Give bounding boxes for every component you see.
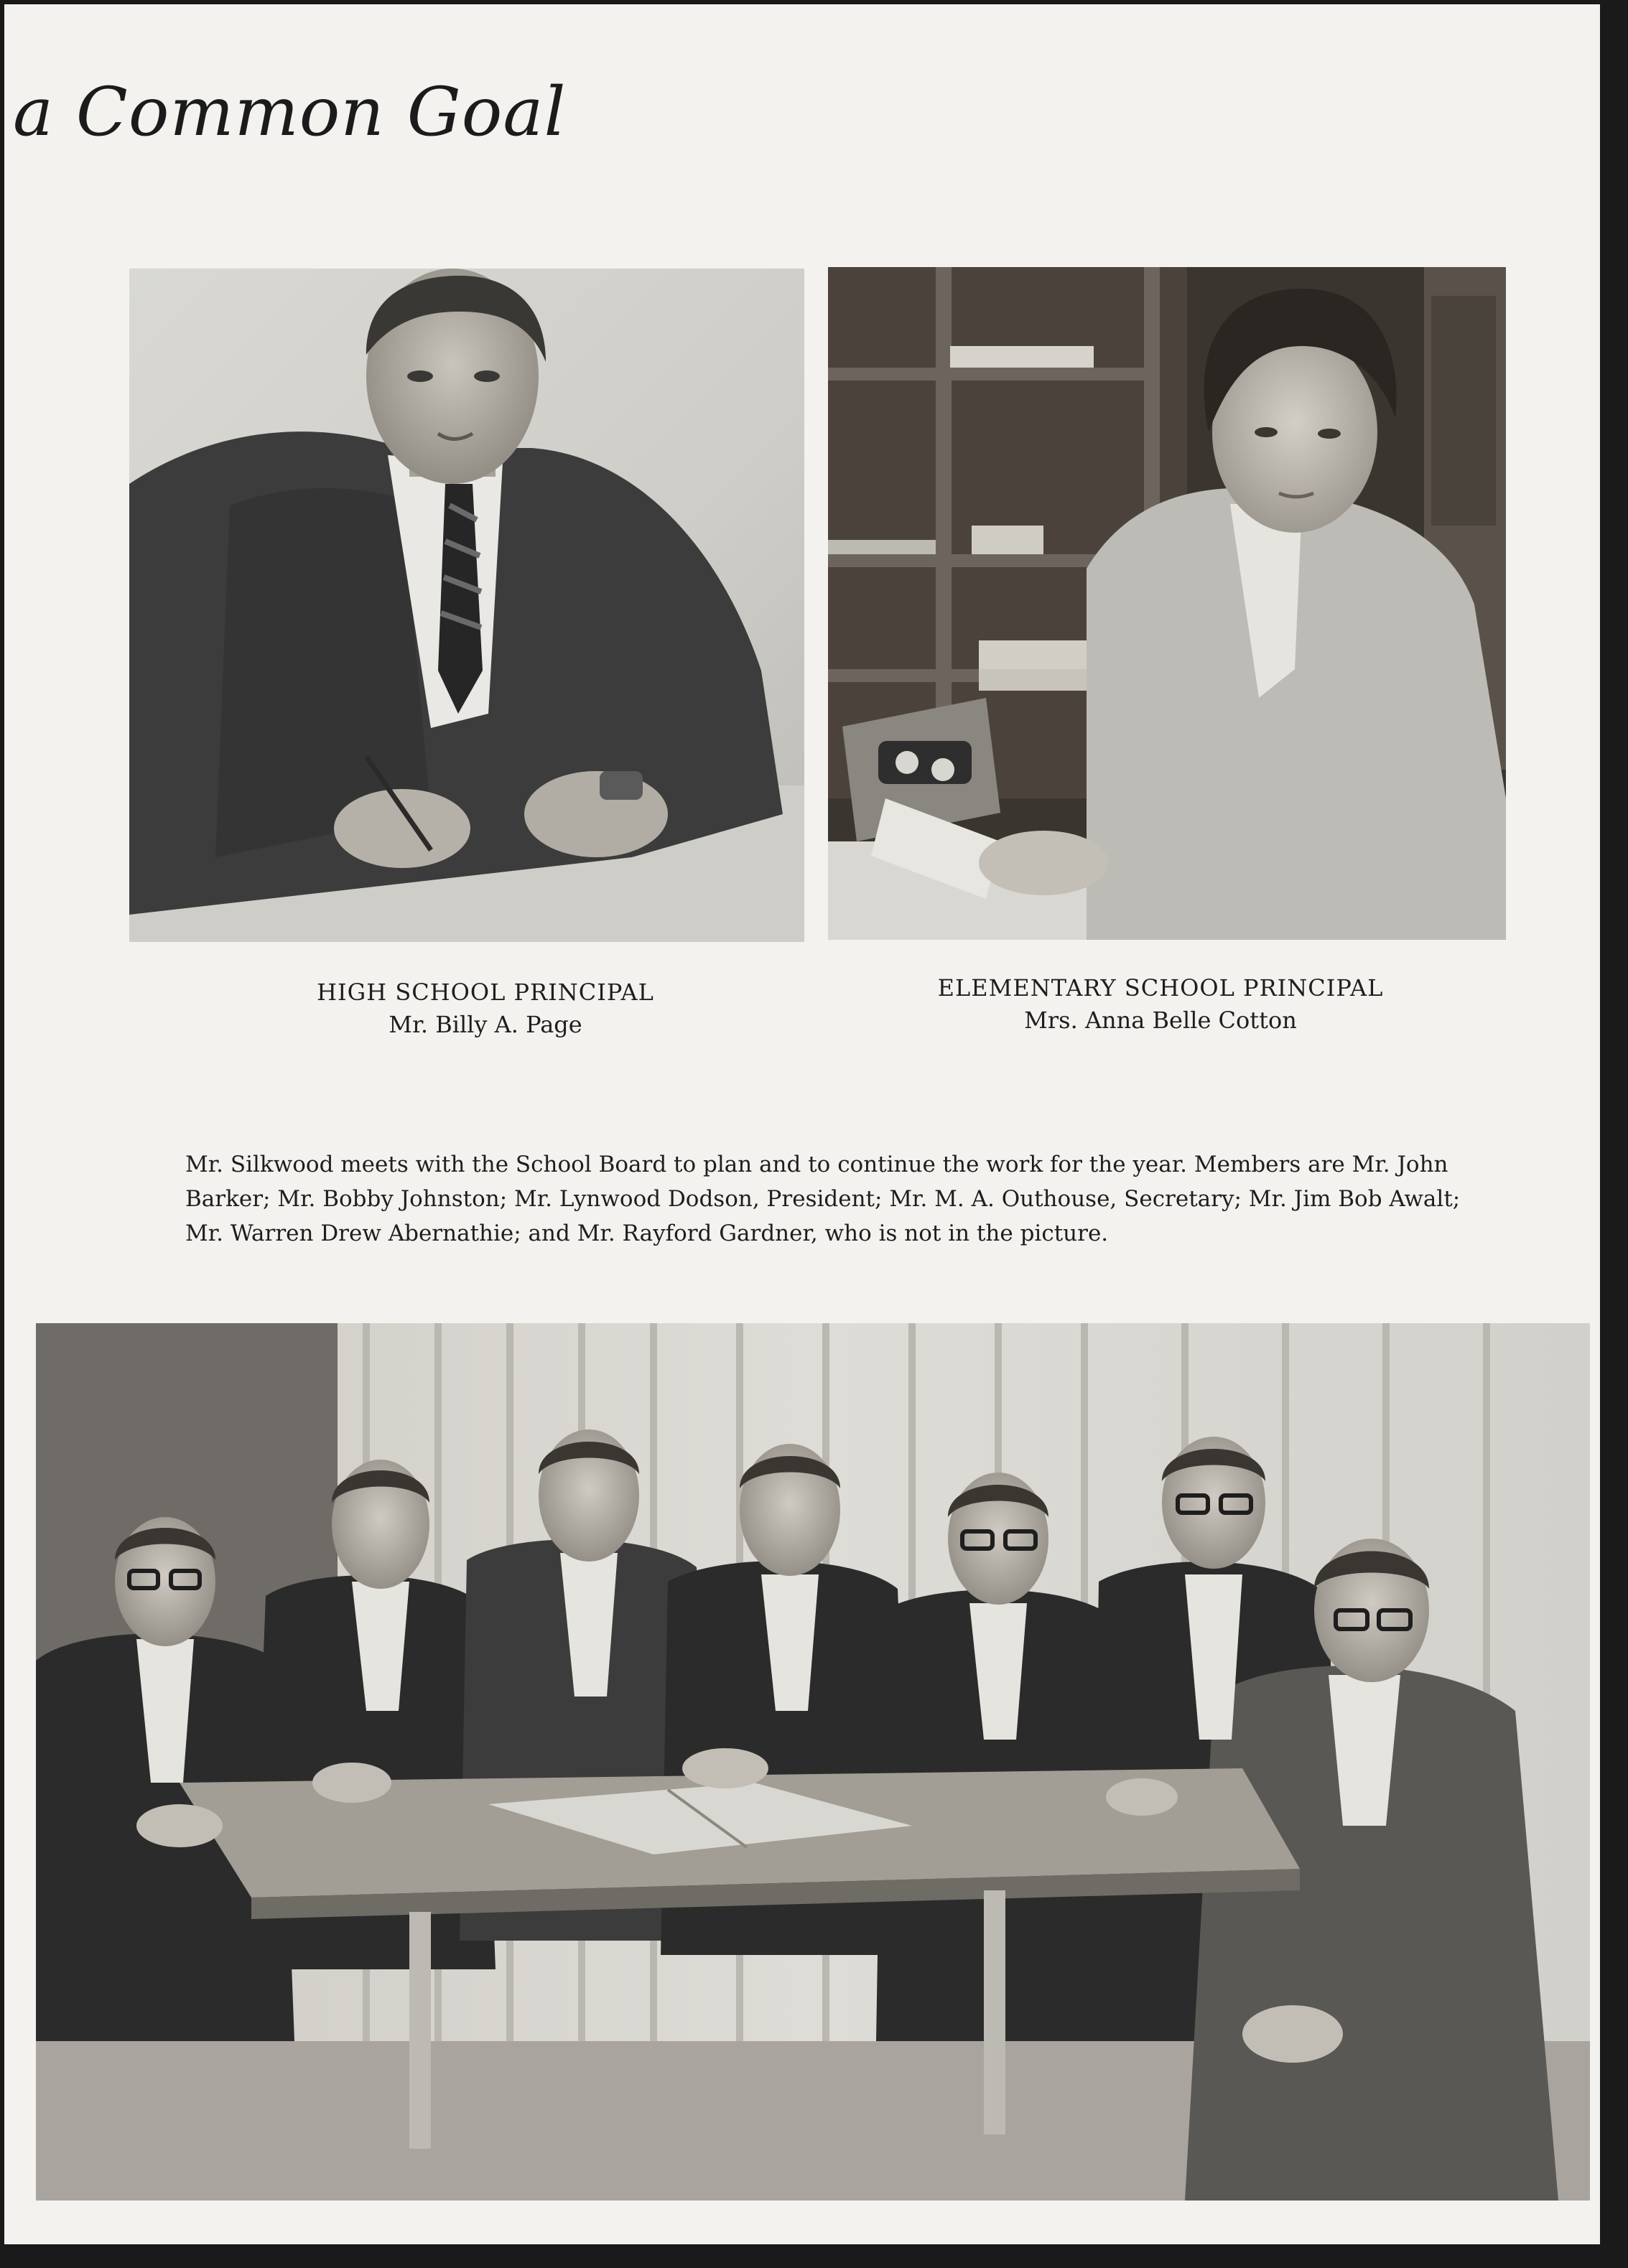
elementary-school-principal-caption bbox=[837, 972, 1484, 1037]
high-school-principal-role: HIGH SCHOOL PRINCIPAL bbox=[317, 979, 654, 1006]
school-board-photo bbox=[36, 1323, 1590, 2201]
high-school-principal-photo bbox=[129, 269, 804, 942]
page-heading: a Common Goal bbox=[13, 73, 567, 151]
school-board-caption: Mr. Silkwood meets with the School Board to plan and to continue the work for the year. Members are Mr. John Barker; Mr. Bobby Johnston; Mr. Lynwood Dodson, President; Mr. M. A. Outhouse, Secretary; Mr. Jim Bob Awalt; Mr. Warren Drew Abernathie; and Mr. Rayford Gardner, who is not in the picture. bbox=[185, 1152, 1461, 1246]
elementary-school-principal-name: Mrs. Anna Belle Cotton bbox=[1024, 1007, 1297, 1034]
high-school-principal-caption bbox=[169, 976, 801, 1041]
high-school-principal-name: Mr. Billy A. Page bbox=[389, 1011, 582, 1038]
elementary-school-principal-photo bbox=[828, 267, 1506, 940]
elementary-school-principal-role: ELEMENTARY SCHOOL PRINCIPAL bbox=[937, 974, 1384, 1002]
yearbook-page bbox=[4, 4, 1600, 2244]
